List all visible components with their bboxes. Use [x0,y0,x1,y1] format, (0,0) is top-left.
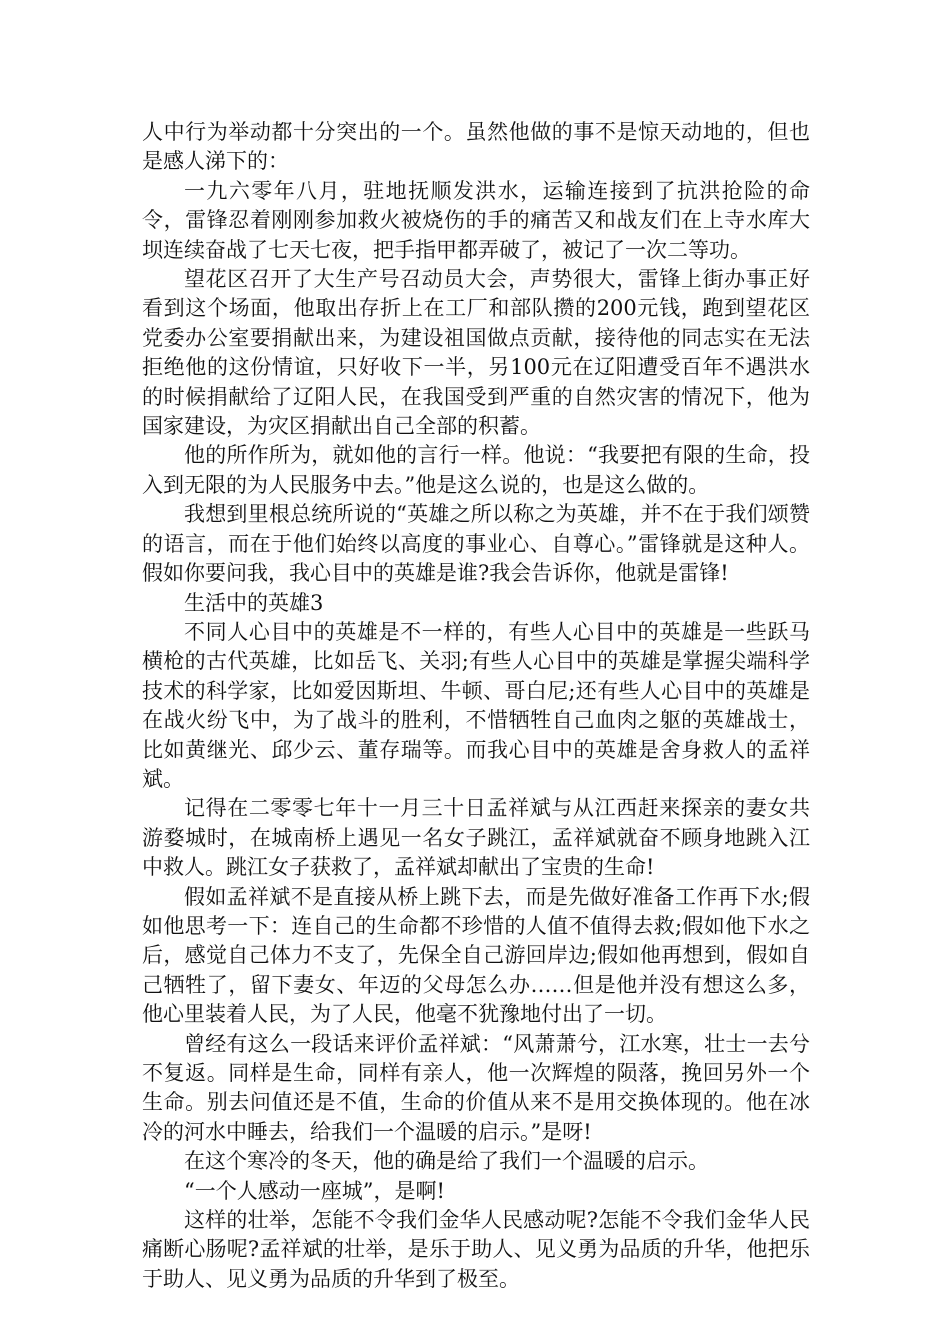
paragraph-1: 人中行为举动都十分突出的一个。虽然他做的事不是惊天动地的，但也是感人涕下的： [142,120,810,174]
paragraph-8: 记得在二零零七年十一月三十日孟祥斌与从江西赶来探亲的妻女共游婺城时，在城南桥上遇见一名女子跳江，孟祥斌就奋不顾身地跳入江中救人。跳江女子获救了，孟祥斌却献出了宝贵的生命! [142,796,810,880]
document-page [142,118,810,1294]
paragraph-7: 不同人心目中的英雄是不一样的，有些人心目中的英雄是一些跃马横枪的古代英雄，比如岳飞、关羽;有些人心目中的英雄是掌握尖端科学技术的科学家，比如爱因斯坦、牛顿、哥白尼;还有些人心目中的英雄是在战火纷飞中，为了战斗的胜利，不惜牺牲自己血肉之躯的英雄战士，比如黄继光、邱少云、董存瑞等。而我心目中的英雄是舍身救人的孟祥斌。 [142,619,810,791]
paragraph-12: “一个人感动一座城”，是啊! [184,1178,445,1203]
paragraph-4: 他的所作所为，就如他的言行一样。他说：“我要把有限的生命，投入到无限的为人民服务中去。”他是这么说的，也是这么做的。 [142,443,810,497]
paragraph-11: 在这个寒冷的冬天，他的确是给了我们一个温暖的启示。 [184,1149,709,1174]
paragraph-13: 这样的壮举，怎能不令我们金华人民感动呢?怎能不令我们金华人民痛断心肠呢?孟祥斌的壮举，是乐于助人、见义勇为品质的升华，他把乐于助人、见义勇为品质的升华到了极至。 [142,1208,810,1291]
paragraph-3: 望花区召开了大生产号召动员大会，声势很大，雷锋上街办事正好看到这个场面，他取出存折上在工厂和部队攒的200元钱，跑到望花区党委办公室要捐献出来，为建设祖国做点贡献，接待他的同志实在无法拒绝他的这份情谊，只好收下一半，另100元在辽阳遭受百年不遇洪水的时候捐献给了辽阳人民，在我国受到严重的自然灾害的情况下，他为国家建设，为灾区捐献出自己全部的积蓄。 [142,267,810,439]
paragraph-2: 一九六零年八月，驻地抚顺发洪水，运输连接到了抗洪抢险的命令，雷锋忍着刚刚参加救火被烧伤的手的痛苦又和战友们在上寺水库大坝连续奋战了七天七夜，把手指甲都弄破了，被记了一次二等功。 [142,178,810,262]
paragraph-10: 曾经有这么一段话来评价孟祥斌：“风萧萧兮，江水寒，壮士一去兮不复返。同样是生命，同样有亲人，他一次辉煌的陨落，挽回另外一个生命。别去问值还是不值，生命的价值从来不是用交换体现的。他在冰冷的河水中睡去，给我们一个温暖的启示。”是呀! [142,1031,810,1144]
section-heading: 生活中的英雄3 [184,590,324,615]
paragraph-9: 假如孟祥斌不是直接从桥上跳下去，而是先做好准备工作再下水;假如他思考一下：连自己的生命都不珍惜的人值不值得去救;假如他下水之后，感觉自己体力不支了，先保全自己游回岸边;假如他再想到，假如自己牺牲了，留下妻女、年迈的父母怎么办……但是他并没有想这么多，他心里装着人民，为了人民，他毫不犹豫地付出了一切。 [142,884,810,1027]
paragraph-5: 我想到里根总统所说的“英雄之所以称之为英雄，并不在于我们颂赞的语言，而在于他们始终以高度的事业心、自尊心。”雷锋就是这种人。假如你要问我，我心目中的英雄是谁?我会告诉你，他就是雷锋! [142,502,810,586]
